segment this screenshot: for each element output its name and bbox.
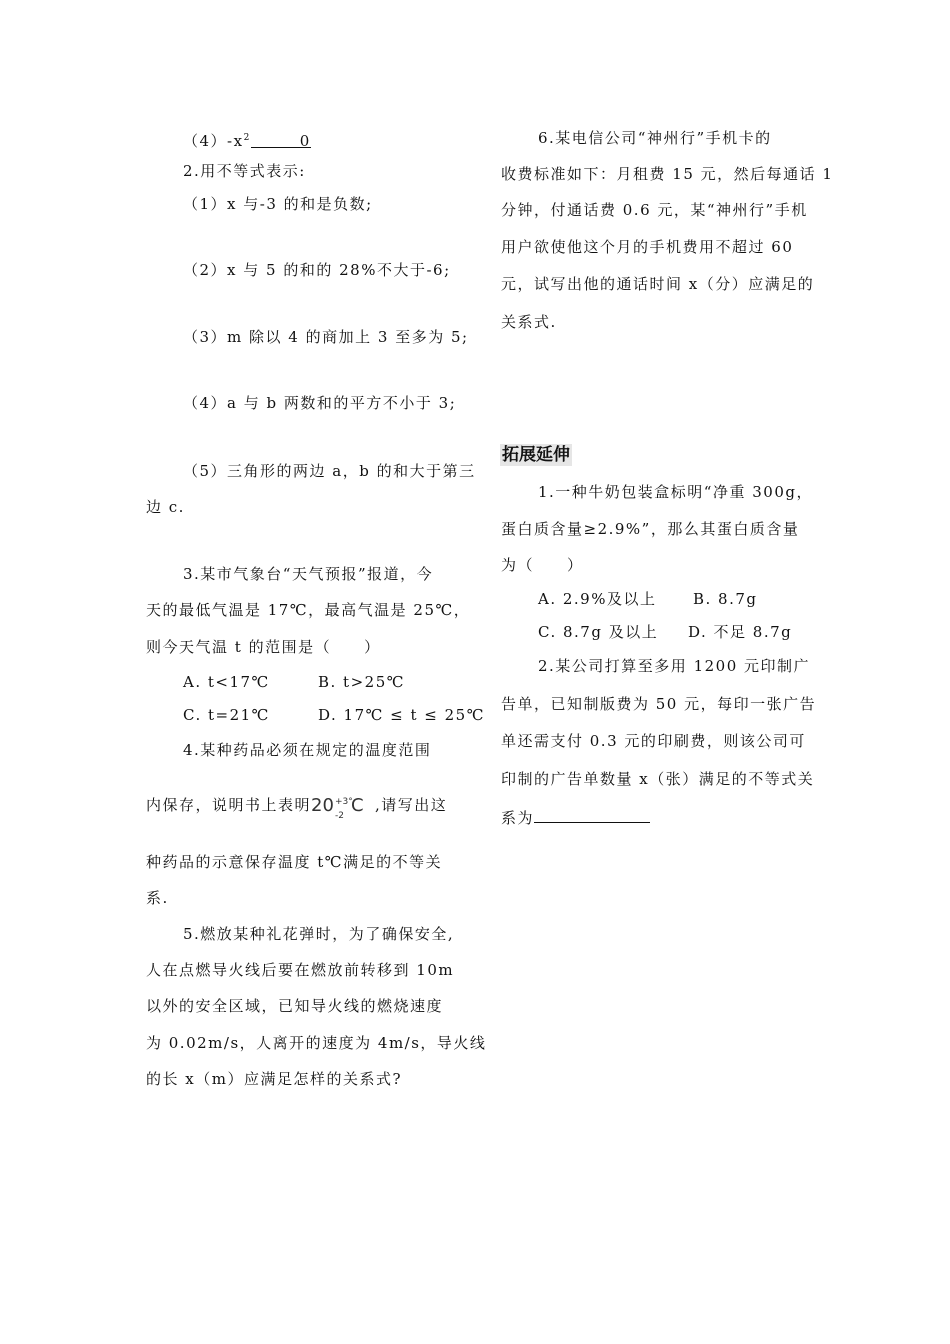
q1-4-answer: 0 [299,132,311,150]
q2-5-line1: （5）三角形的两边 a，b 的和大于第三 [183,462,476,480]
q5-line2: 人在点燃导火线后要在燃放前转移到 10m [146,961,455,979]
temp-upper: +3° [335,797,353,807]
q6-line2: 收费标准如下：月租费 15 元，然后每通话 1 [501,165,834,183]
q6-line5: 元，试写出他的通话时间 x（分）应满足的 [501,275,815,293]
e2-line3: 单还需支付 0.3 元的印刷费，则该公司可 [501,732,806,750]
e2-line5-text: 系为 [501,809,535,827]
e1-line3: 为（ ） [501,556,584,574]
section-heading: 拓展延伸 [502,445,570,465]
temperature-range [311,792,375,820]
e2-line1: 2.某公司打算至多用 1200 元印制广 [538,657,811,675]
q6-line6: 关系式. [501,313,557,331]
q1-4-prefix: （4）-x [183,132,244,150]
q2-2: （2）x 与 5 的和的 28%不大于-6; [183,261,451,279]
temp-unit: C [351,795,364,816]
q3-line1: 3.某市气象台“天气预报”报道，今 [183,565,434,583]
q4-line2-suffix: ,请写出这 [375,796,448,814]
q5-line5: 的长 x（m）应满足怎样的关系式? [146,1070,402,1088]
temp-lower: -2 [335,811,344,821]
q2-5-line2: 边 c. [146,498,185,516]
e1-option-b: B. 8.7g [693,590,758,608]
e2-line5 [501,806,650,828]
e1-line1: 1.一种牛奶包装盒标明“净重 300g， [538,483,813,501]
q3-option-d: D. 17℃ ≤ t ≤ 25℃ [318,706,485,724]
temp-base: 20 [311,795,334,816]
e1-option-a: A. 2.9%及以上 [538,590,657,608]
q2-3: （3）m 除以 4 的商加上 3 至多为 5; [183,328,469,346]
e1-line2: 蛋白质含量≥2.9%”，那么其蛋白质含量 [501,520,800,538]
e1-option-c: C. 8.7g 及以上 [538,623,659,641]
q2-title: 2.用不等式表示: [183,162,306,180]
q1-4 [183,128,311,151]
q3-option-a: A. t<17℃ [183,673,270,691]
q6-line1: 6.某电信公司“神州行”手机卡的 [538,129,772,147]
e2-line4: 印制的广告单数量 x（张）满足的不等式关 [501,770,815,788]
q3-option-c: C. t=21℃ [183,706,270,724]
q5-line3: 以外的安全区域，已知导火线的燃烧速度 [146,997,444,1015]
q4-line4: 系. [146,889,169,907]
q5-line4: 为 0.02m/s，人离开的速度为 4m/s，导火线 [146,1034,487,1052]
q4-line2 [146,792,447,820]
q6-line4: 用户欲使他这个月的手机费用不超过 60 [501,238,794,256]
q3-line3: 则今天气温 t 的范围是（ ） [146,638,381,656]
q2-1: （1）x 与-3 的和是负数; [183,195,373,213]
q2-4: （4）a 与 b 两数和的平方不小于 3; [183,394,457,412]
q4-line1: 4.某种药品必须在规定的温度范围 [183,741,432,759]
q4-line2-prefix: 内保存，说明书上表明 [146,796,312,814]
q4-line3: 种药品的示意保存温度 t℃满足的不等关 [146,853,443,871]
e2-line2: 告单，已知制版费为 50 元，每印一张广告 [501,695,817,713]
e2-answer-blank[interactable] [534,806,650,823]
q3-line2: 天的最低气温是 17℃，最高气温是 25℃， [146,601,471,619]
q1-4-exponent: 2 [243,133,251,143]
q3-option-b: B. t>25℃ [318,673,406,691]
q1-4-answer-blank[interactable] [251,131,311,148]
q5-line1: 5.燃放某种礼花弹时，为了确保安全, [183,925,455,943]
e1-option-d: D. 不足 8.7g [688,623,793,641]
q6-line3: 分钟，付通话费 0.6 元，某“神州行”手机 [501,201,808,219]
